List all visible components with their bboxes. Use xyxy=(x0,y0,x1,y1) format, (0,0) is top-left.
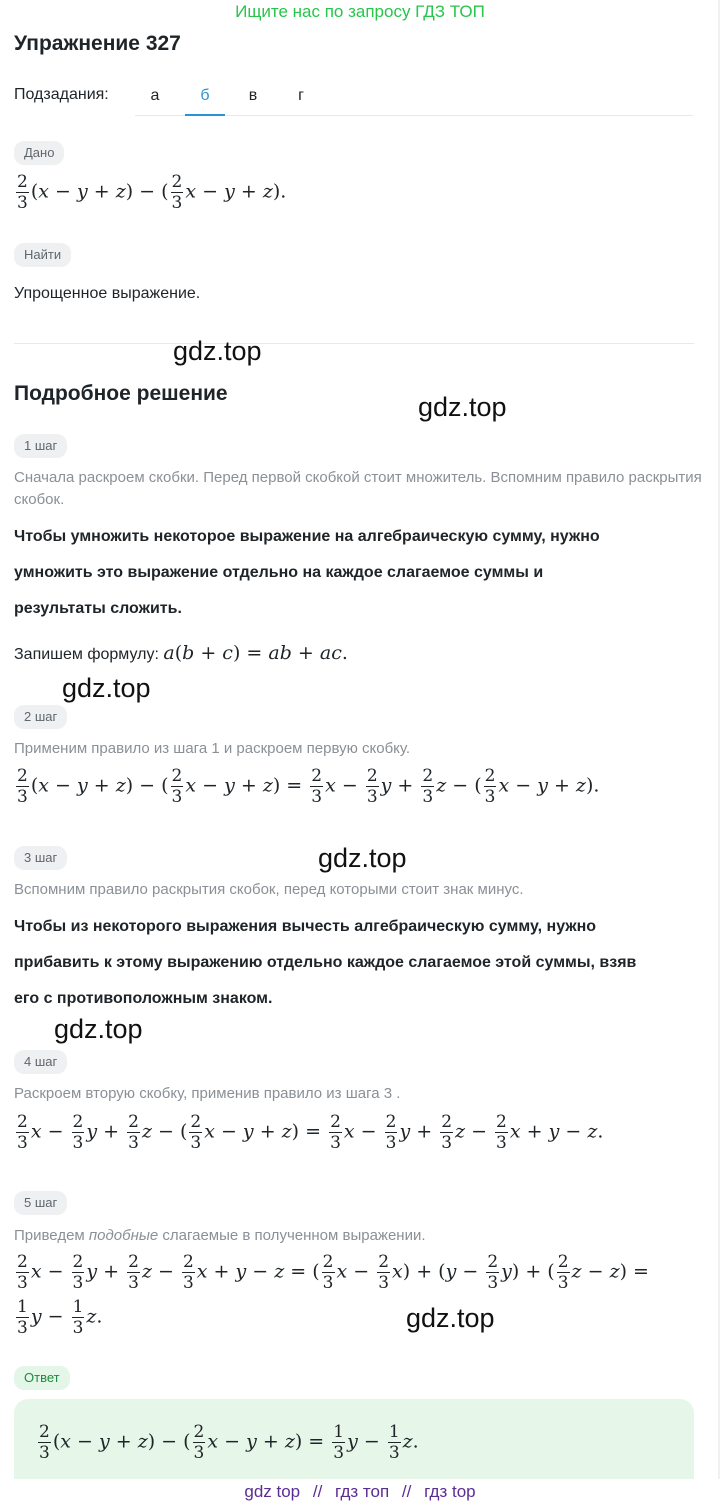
footer-link[interactable]: gdz top xyxy=(244,1482,301,1501)
watermark: gdz.top xyxy=(62,673,151,703)
step-2-chip: 2 шаг xyxy=(14,705,67,729)
footer-separator: // xyxy=(312,1482,323,1501)
page-title: Упражнение 327 xyxy=(14,32,181,55)
watermark: gdz.top xyxy=(418,392,507,422)
step-5-intro-before: Приведем xyxy=(14,1227,85,1244)
step-2-expression: $\frac{2}{3}$ (x − y + z) − ( $\frac{2}{3}$ x − y + z) = $\frac{2}{3}$ x − $\frac{2}{3}$ y + $\frac{2}{3}$ z − ( $\frac{2}{3}$ x − y + z). xyxy=(17,766,600,807)
subtasks-tabs xyxy=(135,80,693,116)
step-1-formula-row xyxy=(14,642,348,664)
step-4-intro: Раскроем вторую скобку, применив правило из шага 3 . xyxy=(14,1085,401,1102)
watermark: gdz.top xyxy=(54,1014,143,1044)
step-3-chip: 3 шаг xyxy=(14,846,67,870)
tab-g[interactable]: г xyxy=(298,87,304,104)
solution-title: Подробное решение xyxy=(14,382,228,405)
find-chip: Найти xyxy=(14,243,71,267)
answer-chip: Ответ xyxy=(14,1366,70,1390)
footer-links xyxy=(0,1479,720,1507)
search-banner[interactable]: Ищите нас по запросу ГДЗ ТОП xyxy=(235,2,485,21)
watermark: gdz.top xyxy=(318,843,407,873)
step-3-rule-line: Чтобы из некоторого выражения вычесть алгебраическую сумму, нужно xyxy=(14,918,597,935)
step-1-chip: 1 шаг xyxy=(14,434,67,458)
formula: a(b + c) = ab + ac. xyxy=(163,642,348,664)
tab-a[interactable]: а xyxy=(150,87,160,104)
watermark: gdz.top xyxy=(173,336,262,366)
step-1-intro: Сначала раскроем скобки. Перед первой скобкой стоит множитель. Вспомним правило раскрытия скобок. xyxy=(14,469,702,508)
step-5-intro xyxy=(14,1225,426,1247)
step-5-expression-line-1: $\frac{2}{3}$ x − $\frac{2}{3}$ y + $\frac{2}{3}$ z − $\frac{2}{3}$ x + y − z = ( $\frac{2}{3}$ x − $\frac{2}{3}$ x) + (y − $\frac{2}{3}$ y) + ( $\frac{2}{3}$ z − z) = xyxy=(17,1252,649,1293)
step-5-expression-line-2: $\frac{1}{3}$ y − $\frac{1}{3}$ z. xyxy=(17,1297,103,1338)
step-5-intro-after: слагаемые в полученном выражении. xyxy=(162,1227,426,1244)
footer-link[interactable]: гдз top xyxy=(424,1482,476,1501)
footer-separator: // xyxy=(401,1482,412,1501)
section-divider xyxy=(14,343,694,344)
step-5-intro-emphasis: подобные xyxy=(88,1227,159,1244)
footer-link[interactable]: гдз топ xyxy=(335,1482,390,1501)
step-1-rule-line: Чтобы умножить некоторое выражение на алгебраическую сумму, нужно xyxy=(14,528,600,545)
answer-expression: $\frac{2}{3}$ (x − y + z) − ( $\frac{2}{3}$ x − y + z) = $\frac{1}{3}$ y − $\frac{1}{3}$ z. xyxy=(39,1422,419,1463)
step-1-rule-line: умножить это выражение отдельно на каждое слагаемое суммы и xyxy=(14,564,544,581)
given-expression: $\frac{2}{3}$ (x − y + z) − ( $\frac{2}{3}$ x − y + z). xyxy=(17,172,287,213)
watermark: gdz.top xyxy=(406,1303,495,1333)
subtasks-label: Подзадания: xyxy=(14,86,109,103)
tab-b[interactable]: б xyxy=(185,80,225,116)
find-text: Упрощенное выражение. xyxy=(14,285,201,302)
step-5-chip: 5 шаг xyxy=(14,1191,67,1215)
step-1-rule-line: результаты сложить. xyxy=(14,600,182,617)
step-4-chip: 4 шаг xyxy=(14,1050,67,1074)
step-3-intro: Вспомним правило раскрытия скобок, перед которыми стоит знак минус. xyxy=(14,881,524,898)
tab-v[interactable]: в xyxy=(248,87,258,104)
step-3-rule-line: прибавить к этому выражению отдельно каждое слагаемое этой суммы, взяв xyxy=(14,954,637,971)
step-4-expression: $\frac{2}{3}$ x − $\frac{2}{3}$ y + $\frac{2}{3}$ z − ( $\frac{2}{3}$ x − y + z) = $\frac{2}{3}$ x − $\frac{2}{3}$ y + $\frac{2}{3}$ z − $\frac{2}{3}$ x + y − z. xyxy=(17,1112,604,1153)
formula-label: Запишем формулу: xyxy=(14,646,159,663)
given-chip: Дано xyxy=(14,141,64,165)
step-2-intro: Применим правило из шага 1 и раскроем первую скобку. xyxy=(14,740,411,757)
step-3-rule-line: его с противоположным знаком. xyxy=(14,990,273,1007)
